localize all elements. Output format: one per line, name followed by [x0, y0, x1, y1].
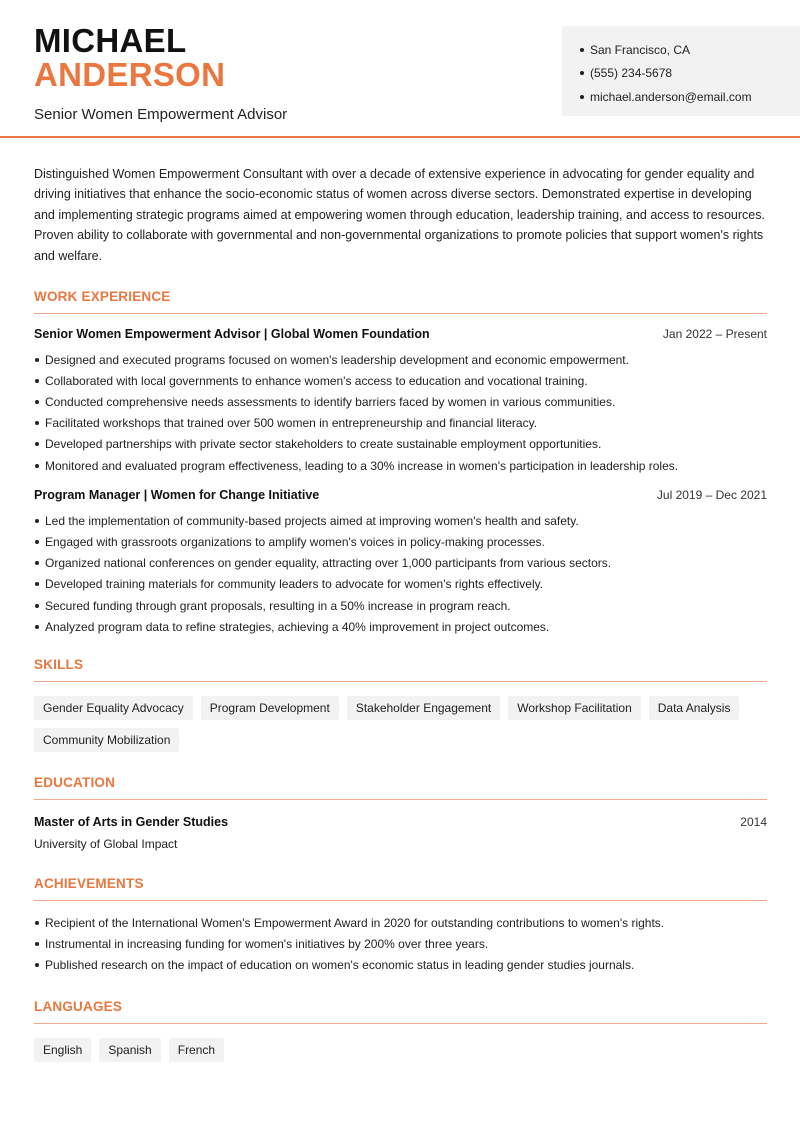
list-item-text: Designed and executed programs focused on women's leadership development and economic empowerment.: [45, 352, 629, 367]
name-block: [34, 24, 287, 123]
list-item-text: Conducted comprehensive needs assessments to identify barriers faced by women in various communities.: [45, 395, 616, 409]
contact-email[interactable]: [580, 85, 800, 109]
list-item-text: Developed partnerships with private sector stakeholders to create sustainable employment opportunities.: [45, 437, 602, 452]
languages-list: [34, 1038, 754, 1062]
list-item-text: Recipient of the International Women's Empowerment Award in 2020 for outstanding contributions to women's rights.: [45, 915, 665, 930]
list-item-text: Collaborated with local governments to enhance women's access to education and vocational training.: [45, 373, 588, 388]
education-degree: Master of Arts in Gender Studies: [34, 815, 229, 830]
job-entry: [34, 488, 767, 637]
contact-box: [562, 26, 800, 116]
list-item-text: Organized national conferences on gender equality, attracting over 1,000 participants from various sectors.: [45, 556, 612, 571]
list-item: [34, 574, 767, 595]
bullet-icon: [35, 963, 39, 967]
bullet-icon: [580, 48, 584, 52]
list-item-text: Monitored and evaluated program effectiveness, leading to a 30% increase in women's participation in leadership roles.: [45, 458, 679, 473]
language-chip: English: [34, 1038, 91, 1062]
section-title-languages: LANGUAGES: [34, 999, 767, 1024]
list-item: [34, 912, 767, 933]
section-title-skills: SKILLS: [34, 657, 767, 682]
section-title-education: EDUCATION: [34, 775, 767, 800]
section-title-achievements: ACHIEVEMENTS: [34, 876, 767, 901]
list-item-text: Developed training materials for community leaders to advocate for women's rights effectively.: [45, 577, 544, 592]
list-item: [34, 391, 767, 412]
bullet-icon: [580, 95, 584, 99]
bullet-icon: [35, 942, 39, 946]
contact-location: [580, 38, 800, 62]
bullet-icon: [580, 71, 584, 75]
first-name: MICHAEL: [34, 22, 187, 59]
skill-chip: Stakeholder Engagement: [347, 696, 500, 720]
list-item-text: Facilitated workshops that trained over 500 women in entrepreneurship and financial literacy.: [45, 416, 538, 431]
contact-email-text[interactable]: michael.anderson@email.com: [590, 89, 752, 104]
list-item-text: Engaged with grassroots organizations to amplify women's voices in policy-making processes.: [45, 534, 545, 549]
job-dates: Jul 2019 – Dec 2021: [656, 488, 767, 503]
bullet-icon: [35, 442, 39, 446]
list-item: [34, 531, 767, 552]
list-item: [34, 933, 767, 954]
achievements-list: [34, 912, 767, 976]
bullet-icon: [35, 379, 39, 383]
list-item: [34, 510, 767, 531]
list-item-text: Published research on the impact of education on women's economic status in leading gender studies journals.: [45, 958, 635, 973]
list-item-text: Led the implementation of community-based projects aimed at improving women's health and safety.: [45, 513, 579, 528]
bullet-icon: [35, 464, 39, 468]
resume-header: [0, 0, 800, 138]
job-entry: [34, 327, 767, 476]
bullet-icon: [35, 400, 39, 404]
skill-chip: Program Development: [201, 696, 339, 720]
language-chip: French: [169, 1038, 224, 1062]
bullet-icon: [35, 561, 39, 565]
education-year: 2014: [740, 815, 767, 830]
language-chip: Spanish: [99, 1038, 160, 1062]
job-header: [34, 327, 767, 341]
bullet-icon: [35, 625, 39, 629]
job-title: Senior Women Empowerment Advisor: [34, 106, 288, 123]
list-item-text: Analyzed program data to refine strategies, achieving a 40% improvement in project outcomes.: [45, 619, 550, 634]
bullet-icon: [35, 519, 39, 523]
bullet-icon: [35, 921, 39, 925]
list-item: [34, 553, 767, 574]
summary-paragraph: Distinguished Women Empowerment Consultant with over a decade of extensive experience in advocating for gender equality and driving initiatives that enhance the socio-economic status of women across diverse sectors. Demonstrated expertise in developing and implementing strategic programs aimed at empowering women through education, leadership training, and access to resources. Proven ability to collaborate with governmental and non-governmental organizations to promote policies that support women's rights and welfare.: [34, 167, 765, 263]
skill-chip: Workshop Facilitation: [508, 696, 641, 720]
list-item: [34, 434, 767, 455]
contact-phone-text: (555) 234-5678: [590, 66, 673, 81]
bullet-icon: [35, 604, 39, 608]
skills-list: [34, 696, 754, 752]
job-role: Senior Women Empowerment Advisor | Global Women Foundation: [34, 327, 430, 342]
bullet-icon: [35, 540, 39, 544]
work-section: [34, 289, 767, 637]
bullet-icon: [35, 358, 39, 362]
education-header: [34, 815, 767, 829]
list-item: [34, 955, 767, 976]
list-item-text: Instrumental in increasing funding for women's initiatives by 200% over three years.: [45, 937, 489, 952]
skill-chip: Data Analysis: [649, 696, 740, 720]
skills-section: [34, 657, 767, 752]
list-item: [34, 370, 767, 391]
list-item: [34, 349, 767, 370]
job-bullets: [34, 510, 767, 637]
last-name: ANDERSON: [34, 56, 226, 93]
bullet-icon: [35, 582, 39, 586]
list-item: [34, 595, 767, 616]
skill-chip: Gender Equality Advocacy: [34, 696, 193, 720]
list-item: [34, 413, 767, 434]
job-header: [34, 488, 767, 502]
languages-section: [34, 999, 767, 1062]
list-item: [34, 616, 767, 637]
achievements-section: [34, 876, 767, 976]
job-dates: Jan 2022 – Present: [662, 327, 767, 342]
contact-phone: [580, 62, 800, 86]
list-item: [34, 455, 767, 476]
education-school: University of Global Impact: [34, 837, 178, 852]
education-section: [34, 775, 767, 851]
resume-content: [34, 164, 767, 1062]
bullet-icon: [35, 421, 39, 425]
skill-chip: Community Mobilization: [34, 728, 179, 752]
section-title-work: WORK EXPERIENCE: [34, 289, 767, 314]
job-bullets: [34, 349, 767, 476]
contact-location-text: San Francisco, CA: [590, 42, 691, 57]
list-item-text: Secured funding through grant proposals, resulting in a 50% increase in program reach.: [45, 598, 511, 613]
job-role: Program Manager | Women for Change Initiative: [34, 488, 320, 503]
